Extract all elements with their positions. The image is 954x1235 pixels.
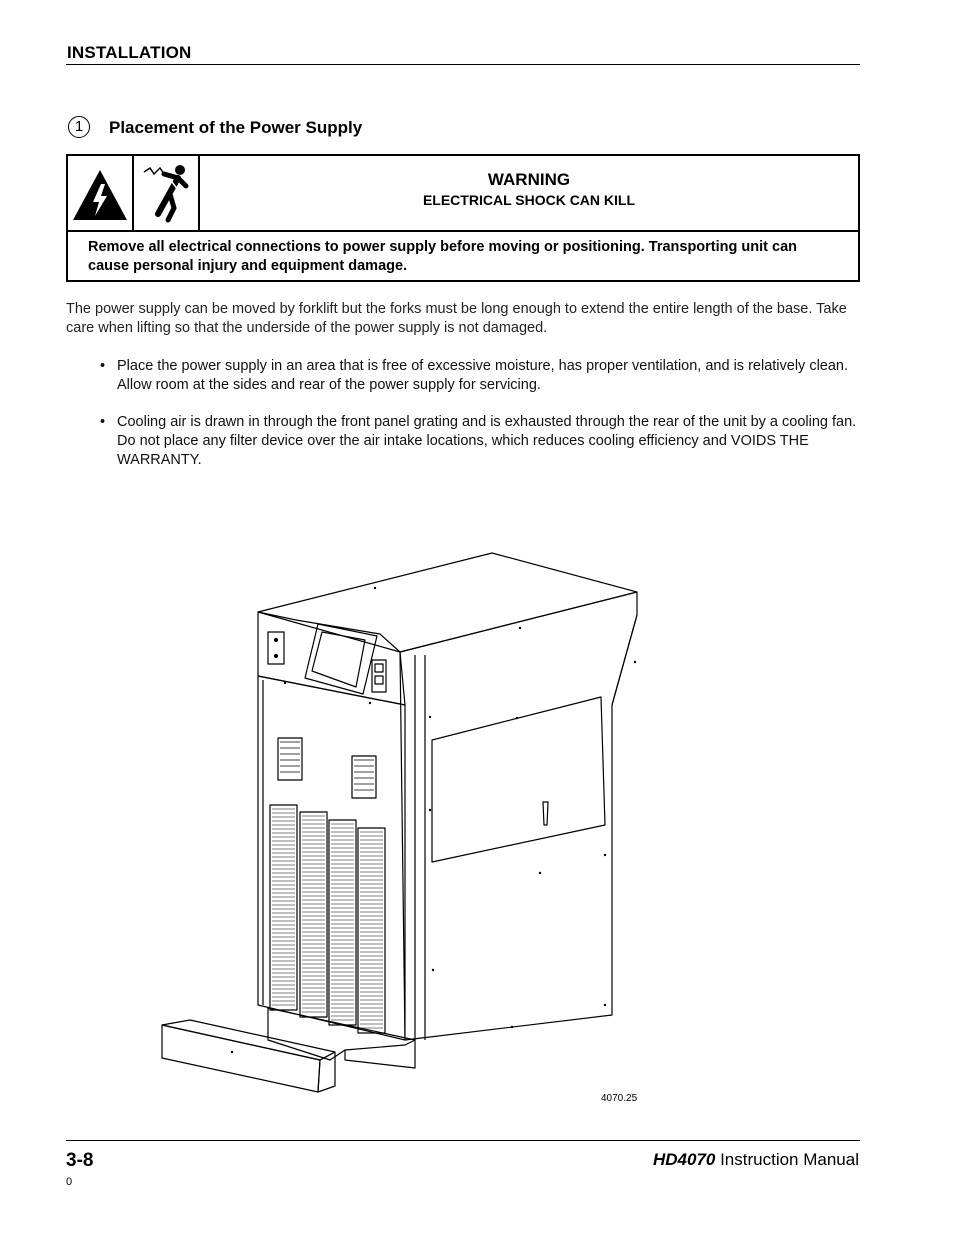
bullet-icon: • <box>100 358 106 374</box>
warning-body: Remove all electrical connections to power supply before moving or positioning. Transporting unit can cause personal injury and equipment damage. <box>88 239 797 274</box>
power-supply-illustration <box>150 545 650 1095</box>
revision-number: 0 <box>66 1176 73 1188</box>
warning-title: WARNING <box>487 170 571 189</box>
electric-shock-person-icon <box>134 156 200 230</box>
electrical-hazard-icon <box>68 156 134 230</box>
section-number-badge: 1 <box>68 116 90 138</box>
page-number: 3-8 <box>66 1150 94 1171</box>
manual-name: Instruction Manual <box>715 1150 859 1169</box>
bullet-icon: • <box>100 414 106 430</box>
figure-label: 4070.25 <box>601 1093 638 1104</box>
intro-paragraph: The power supply can be moved by forklift but the forks must be long enough to extend the entire length of the base. Take care when lifting so that the underside of the power supply is not damaged. <box>66 301 847 336</box>
section-header: INSTALLATION <box>67 43 192 62</box>
list-item <box>100 357 860 397</box>
model-name: HD4070 <box>652 1150 716 1169</box>
section-title: Placement of the Power Supply <box>109 118 363 137</box>
warning-header <box>68 156 858 232</box>
warning-box <box>66 154 860 282</box>
manual-title <box>653 1150 859 1170</box>
footer-rule <box>66 1140 860 1141</box>
bullet-text: Place the power supply in an area that is free of excessive moisture, has proper ventilation, and is relatively clean. Allow room at the sides and rear of the power supply for servicing. <box>117 358 849 393</box>
warning-subtitle: ELECTRICAL SHOCK CAN KILL <box>422 192 636 208</box>
list-item <box>100 413 860 473</box>
bullet-text: Cooling air is drawn in through the front panel grating and is exhausted through the rear of the unit by a cooling fan. Do not place any filter device over the air intake locations, which reduces cooling efficiency and VOIDS THE WARRANTY. <box>117 414 857 468</box>
header-rule <box>66 64 860 65</box>
